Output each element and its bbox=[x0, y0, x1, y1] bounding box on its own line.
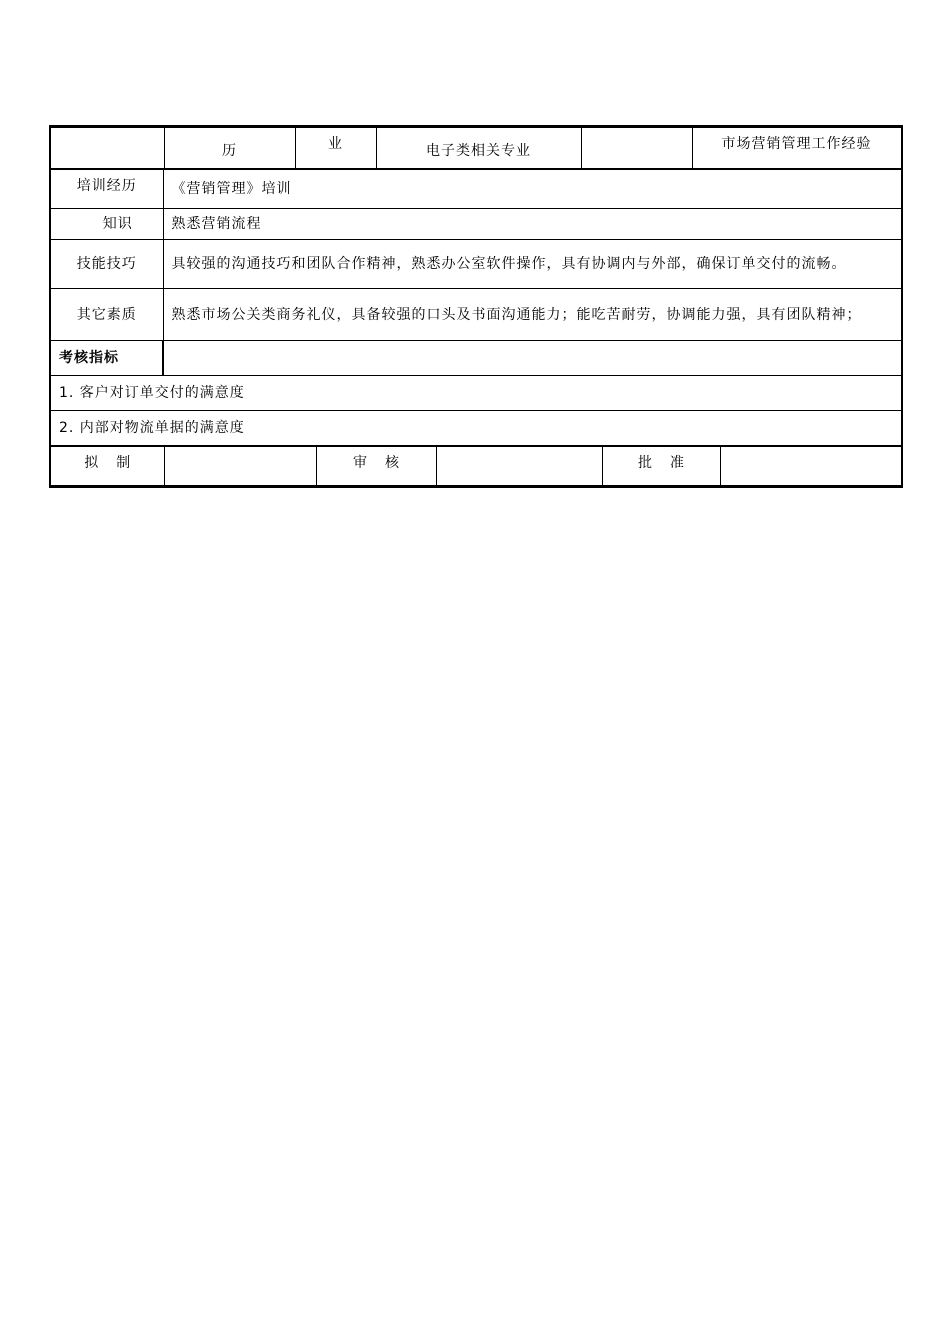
knowledge-label: 知识 bbox=[50, 209, 163, 240]
skills-row bbox=[50, 240, 902, 289]
signoff-row bbox=[50, 446, 902, 488]
top-cell-major-value: 电子类相关专业 bbox=[376, 128, 581, 169]
top-cell-experience: 市场营销管理工作经验 bbox=[692, 128, 901, 169]
evaluation-row bbox=[50, 341, 902, 376]
top-cell-5 bbox=[581, 128, 692, 169]
job-requirements-table bbox=[49, 125, 903, 488]
reviewed-label: 审核 bbox=[316, 447, 436, 486]
knowledge-row bbox=[50, 209, 902, 240]
skills-value: 具较强的沟通技巧和团队合作精神，熟悉办公室软件操作，具有协调内与外部，确保订单交付的流畅。 bbox=[163, 240, 902, 289]
signoff-container bbox=[50, 446, 902, 488]
approved-value bbox=[720, 447, 902, 486]
drafted-value bbox=[164, 447, 316, 486]
training-label: 培训经历 bbox=[50, 170, 163, 209]
top-row bbox=[50, 126, 902, 170]
evaluation-label: 考核指标 bbox=[50, 341, 163, 376]
top-cell-major-label: 业 bbox=[295, 128, 376, 169]
evaluation-value bbox=[163, 341, 902, 376]
top-row-container bbox=[50, 126, 902, 170]
other-label: 其它素质 bbox=[50, 289, 163, 341]
evaluation-item-row bbox=[50, 376, 902, 411]
other-value: 熟悉市场公关类商务礼仪，具备较强的口头及书面沟通能力；能吃苦耐劳，协调能力强，具有团队精神； bbox=[163, 289, 902, 341]
signoff-inner bbox=[51, 446, 902, 486]
approved-label: 批准 bbox=[602, 447, 720, 486]
top-cell-education: 历 bbox=[164, 128, 295, 169]
evaluation-item-row bbox=[50, 411, 902, 446]
top-row-inner bbox=[51, 127, 902, 169]
top-cell-1 bbox=[51, 128, 164, 169]
evaluation-item-1: 1. 客户对订单交付的满意度 bbox=[50, 376, 902, 411]
training-value: 《营销管理》培训 bbox=[163, 170, 902, 209]
other-row bbox=[50, 289, 902, 341]
drafted-label: 拟制 bbox=[51, 447, 164, 486]
skills-label: 技能技巧 bbox=[50, 240, 163, 289]
evaluation-item-2: 2. 内部对物流单据的满意度 bbox=[50, 411, 902, 446]
knowledge-value: 熟悉营销流程 bbox=[163, 209, 902, 240]
training-row bbox=[50, 170, 902, 209]
reviewed-value bbox=[436, 447, 602, 486]
